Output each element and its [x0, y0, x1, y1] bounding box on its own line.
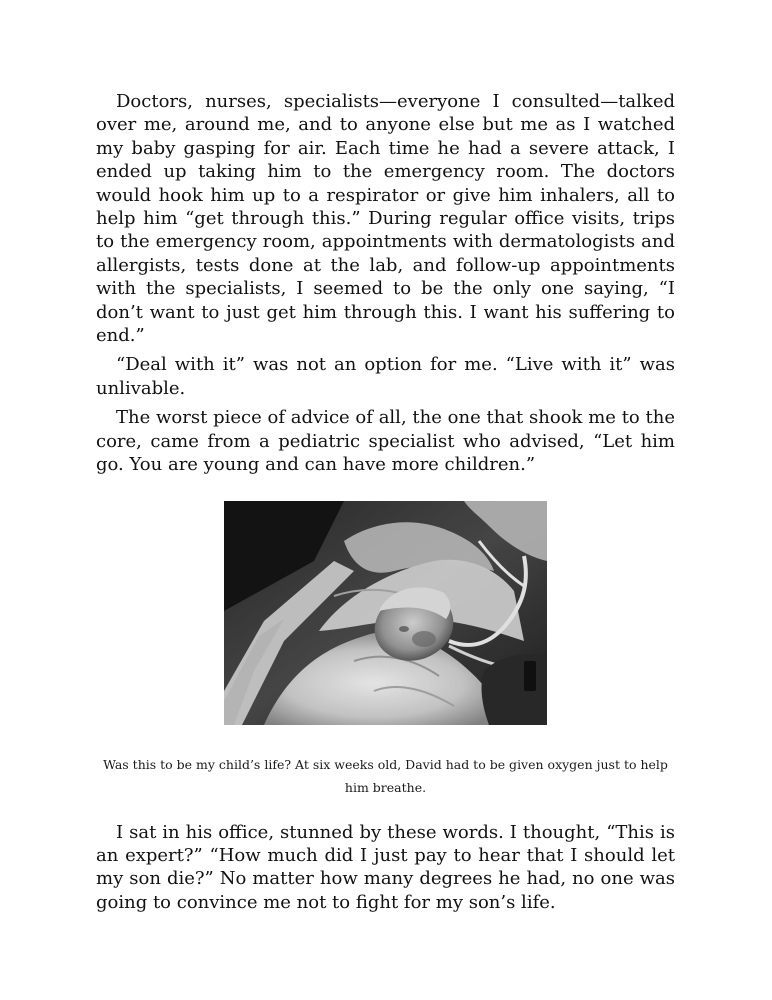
photo-caption: Was this to be my child’s life? At six weeks old, David had to be given oxygen just to help him breathe.	[103, 756, 668, 795]
body-paragraph-1: Doctors, nurses, specialists—everyone I consulted—talked over me, around me, and to anyone else but me as I watched my baby gasping for air. Each time he had a severe attack, I ended up taking him to the emergency room. The doctors would hook him up to a respirator or give him inhalers, all to help him “get through this.” During regular office visits, trips to the emergency room, appointments with dermatologists and allergists, tests done at the lab, and follow-up appointments with the specialists, I seemed to be the only one saying, “I don’t want to just get him through this. I want his suffering to end.”	[96, 91, 675, 347]
infant-oxygen-photo	[224, 501, 547, 725]
body-paragraph-2: “Deal with it” was not an option for me. “Live with it” was unlivable.	[96, 354, 675, 399]
body-paragraph-3: The worst piece of advice of all, the one that shook me to the core, came from a pediatric specialist who advised, “Let him go. You are young and can have more children.”	[96, 407, 675, 476]
closing-paragraph: I sat in his office, stunned by these words. I thought, “This is an expert?” “How much did I just pay to hear that I should let my son die?” No matter how many degrees he had, no one was going to convince me not to fight for my son’s life.	[96, 821, 675, 913]
document-page	[96, 90, 675, 920]
photo-illustration	[224, 501, 547, 725]
